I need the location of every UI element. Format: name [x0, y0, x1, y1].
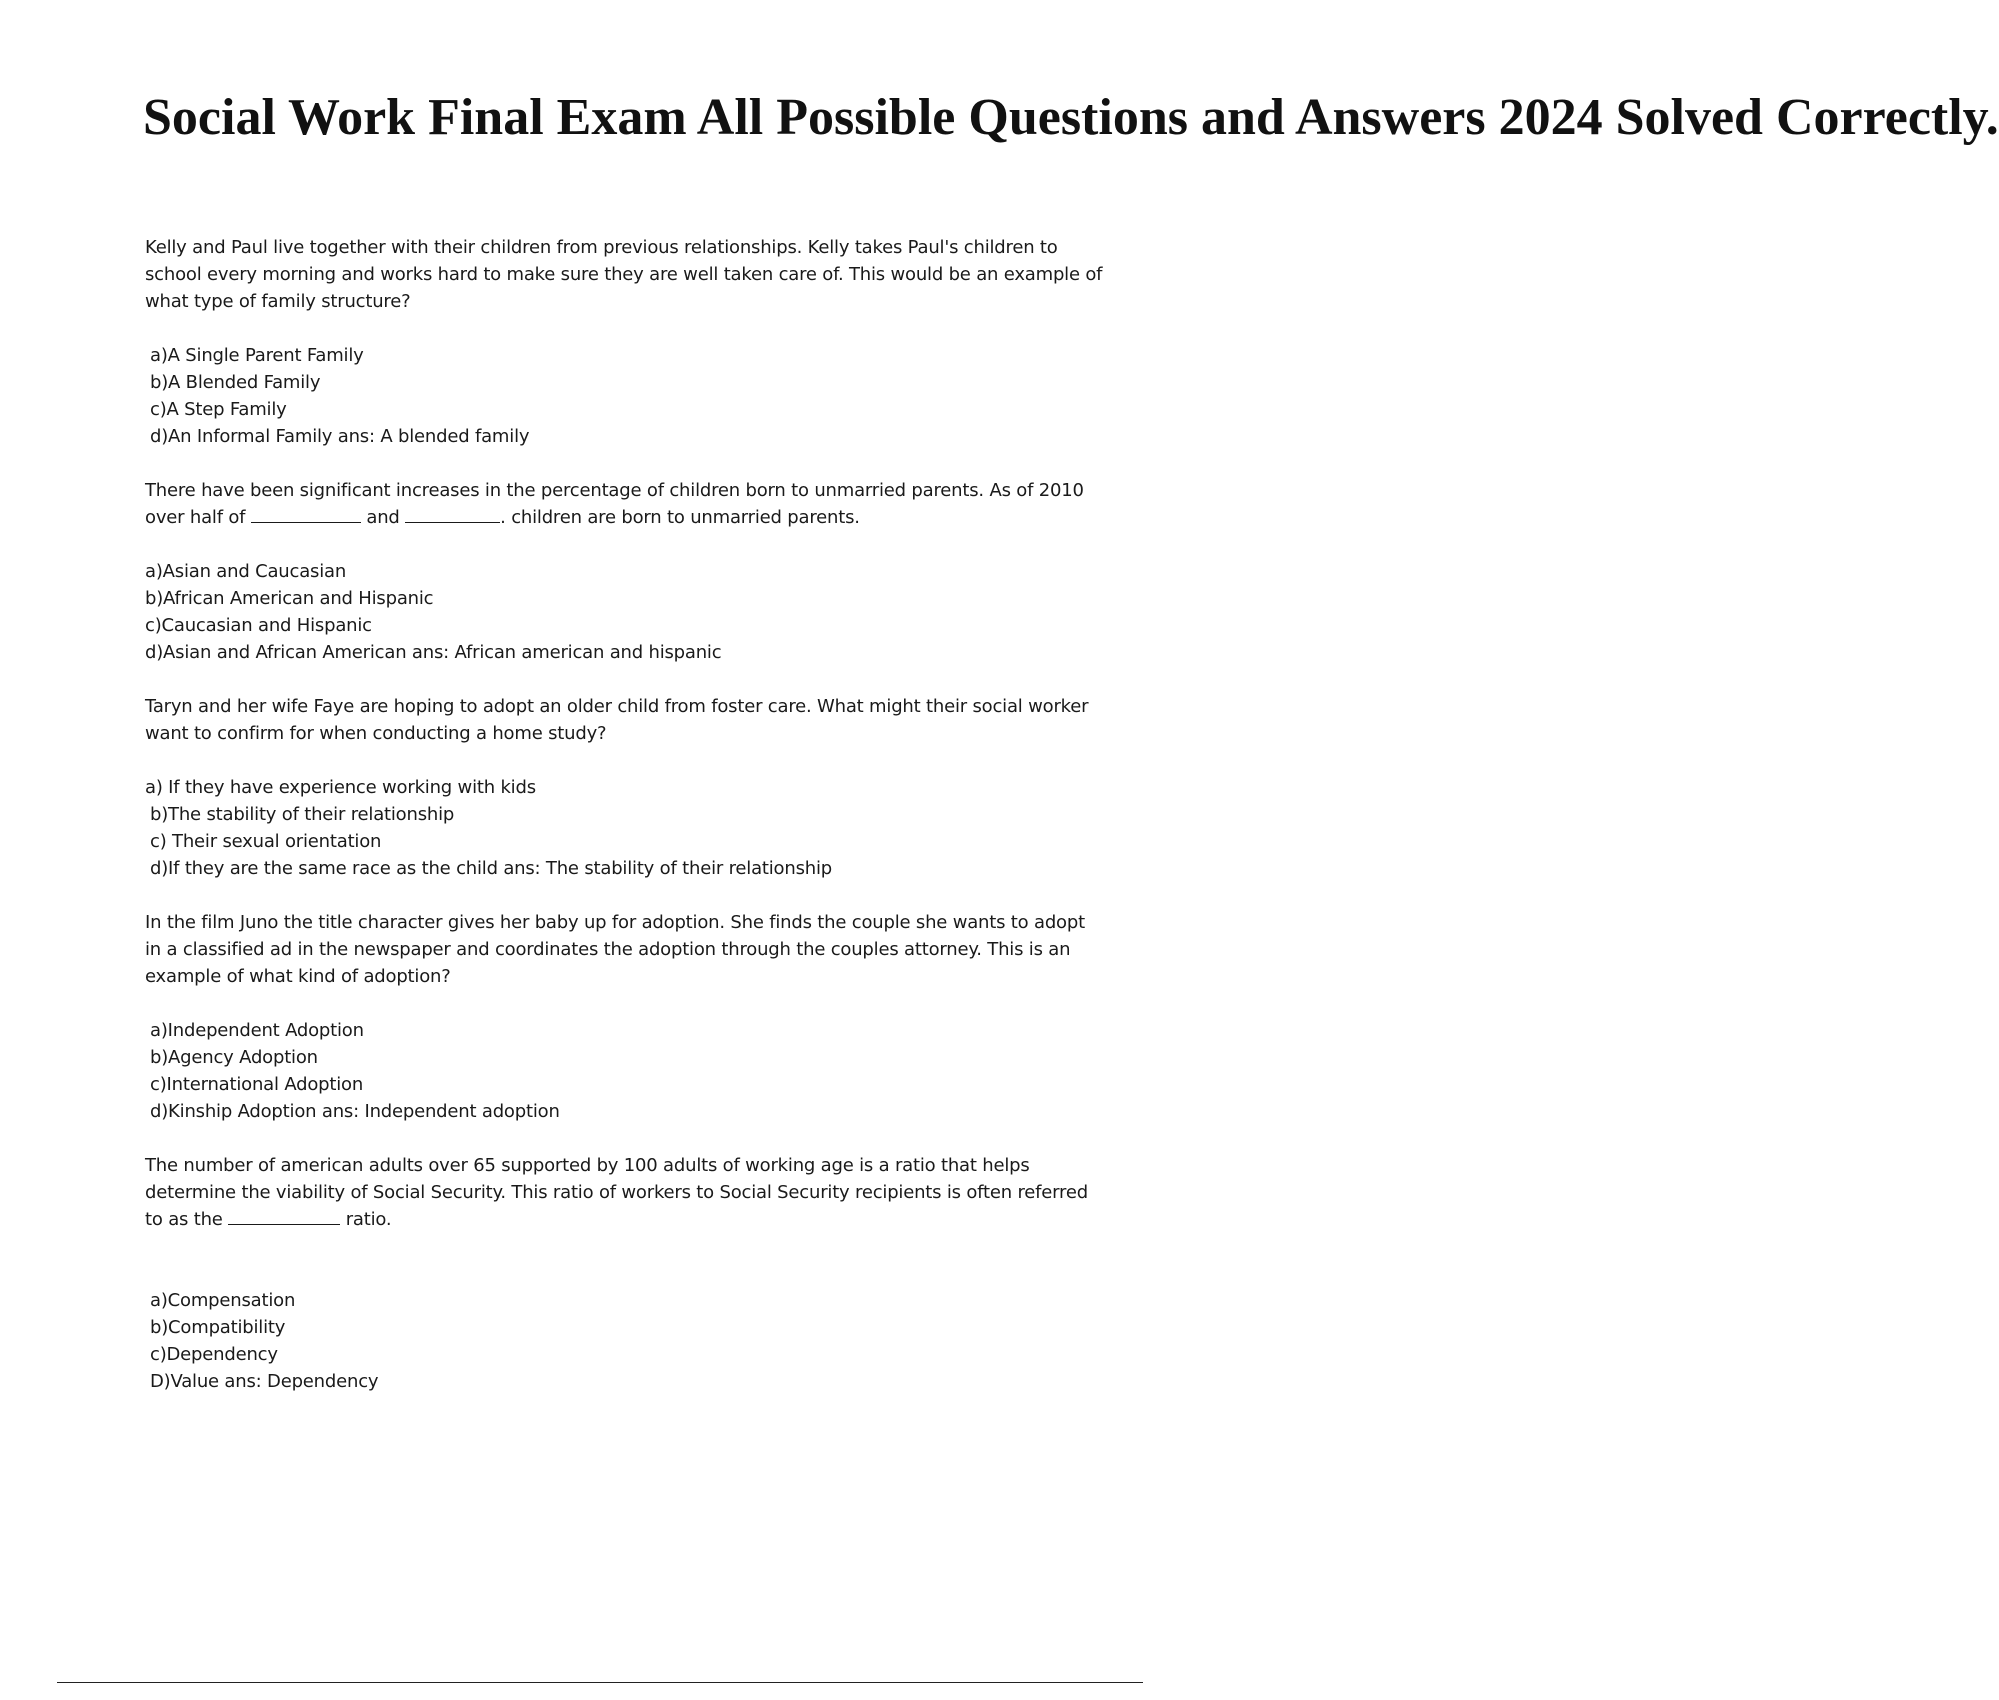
question-5-text-part-2: ratio.	[340, 1209, 392, 1230]
question-1-option-c: c)A Step Family	[150, 399, 287, 420]
question-4-text: In the film Juno the title character gives her baby up for adoption. She finds the couple she wants to adopt in a classified ad in the newspaper and coordinates the adoption through the couples attorney. This is an example of what kind of adoption?	[145, 912, 1085, 987]
question-3-option-a: a) If they have experience working with kids	[145, 777, 536, 798]
question-3-option-b: b)The stability of their relationship	[150, 804, 455, 825]
question-4-option-c: c)International Adoption	[150, 1074, 364, 1095]
question-3-options	[145, 774, 1105, 882]
question-3-text: Taryn and her wife Faye are hoping to adopt an older child from foster care. What might their social worker want to confirm for when conducting a home study?	[145, 696, 1089, 744]
answer-blank-3	[228, 1208, 340, 1225]
question-2-option-d-answer: d)Asian and African American ans: African american and hispanic	[145, 642, 722, 663]
question-2-option-c: c)Caucasian and Hispanic	[145, 615, 372, 636]
question-5-option-d-answer: D)Value ans: Dependency	[150, 1371, 379, 1392]
answer-blank-2	[405, 506, 500, 523]
question-1-options	[145, 342, 1105, 450]
question-2-text-part-1: There have been significant increases in the percentage of children born to unmarried parents. As of 2010 over half of	[145, 480, 1084, 528]
question-2-text-part-3: . children are born to unmarried parents.	[500, 507, 860, 528]
answer-blank-1	[251, 506, 361, 523]
question-2-text-part-2: and	[360, 507, 406, 528]
question-2-option-a: a)Asian and Caucasian	[145, 561, 347, 582]
question-4-option-d-answer: d)Kinship Adoption ans: Independent adoption	[150, 1101, 560, 1122]
question-1-option-a: a)A Single Parent Family	[150, 345, 364, 366]
question-4-option-b: b)Agency Adoption	[150, 1047, 318, 1068]
question-2-options	[145, 558, 1105, 666]
question-3-option-c: c) Their sexual orientation	[150, 831, 382, 852]
question-5-text	[145, 1152, 1105, 1233]
question-5-text-part-1: The number of american adults over 65 supported by 100 adults of working age is a ratio that helps determine the viability of Social Security. This ratio of workers to Social Security recipients is often referred to as the	[145, 1155, 1088, 1230]
question-5-option-c: c)Dependency	[150, 1344, 278, 1365]
question-2-option-b: b)African American and Hispanic	[145, 588, 434, 609]
question-1-option-d-answer: d)An Informal Family ans: A blended family	[150, 426, 530, 447]
question-3-option-d-answer: d)If they are the same race as the child ans: The stability of their relationship	[150, 858, 832, 879]
footer-divider	[57, 1682, 1143, 1683]
question-2-text	[145, 477, 1105, 531]
question-4-options	[145, 1017, 1105, 1125]
question-4-option-a: a)Independent Adoption	[150, 1020, 364, 1041]
question-5-options	[145, 1287, 1105, 1395]
question-1-option-b: b)A Blended Family	[150, 372, 321, 393]
question-1-text: Kelly and Paul live together with their children from previous relationships. Kelly takes Paul's children to school every morning and works hard to make sure they are well taken care of. This would be an example of what type of family structure?	[145, 237, 1103, 312]
document-title: Social Work Final Exam All Possible Questions and Answers 2024 Solved Correctly.	[143, 89, 1999, 146]
document-body	[145, 234, 1105, 1422]
question-5-option-a: a)Compensation	[150, 1290, 296, 1311]
question-5-option-b: b)Compatibility	[150, 1317, 286, 1338]
